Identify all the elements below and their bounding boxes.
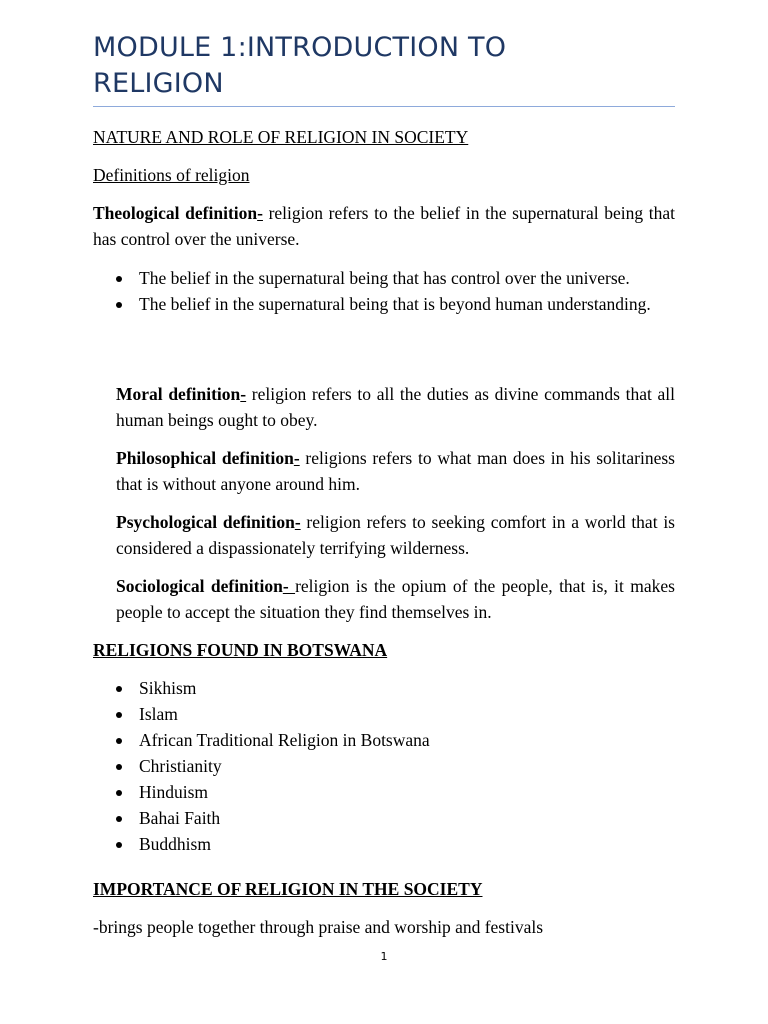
theological-points-list — [93, 265, 675, 317]
module-title-line-2: RELIGION — [93, 68, 224, 99]
list-item — [93, 675, 675, 701]
moral-dash: - — [240, 384, 247, 404]
bullet-icon — [116, 790, 122, 796]
list-item-text: The belief in the supernatural being that is beyond human understanding. — [139, 294, 651, 314]
heading-religions-in-botswana: RELIGIONS FOUND IN BOTSWANA — [93, 640, 388, 660]
theological-text: religion refers to the belief in the supernatural being that has control over the universe. — [93, 203, 675, 249]
list-item — [93, 831, 675, 857]
list-item-text: Sikhism — [139, 678, 197, 698]
sociological-definition-paragraph — [116, 573, 675, 625]
bullet-icon — [116, 842, 122, 848]
sociological-text: religion is the opium of the people, that is, it makes people to accept the situation they find themselves in. — [116, 576, 675, 622]
list-item-text: Bahai Faith — [139, 808, 221, 828]
moral-term: Moral definition — [116, 384, 241, 404]
list-item — [93, 265, 675, 291]
theological-definition-paragraph — [93, 200, 675, 252]
heading-definitions: Definitions of religion — [93, 165, 250, 185]
title-underline-rule — [93, 106, 675, 107]
list-item-text: Islam — [139, 704, 178, 724]
philosophical-definition-paragraph — [116, 445, 675, 497]
module-title — [93, 30, 693, 102]
theological-dash: - — [257, 203, 263, 223]
heading-importance-of-religion: IMPORTANCE OF RELIGION IN THE SOCIETY — [93, 879, 483, 899]
bullet-icon — [116, 276, 122, 282]
sociological-term: Sociological definition — [116, 576, 283, 596]
moral-definition-paragraph — [116, 381, 675, 433]
theological-term: Theological definition — [93, 203, 258, 223]
philosophical-text: religions refers to what man does in his solitariness that is without anyone around him. — [116, 448, 675, 494]
list-item-text: Buddhism — [139, 834, 211, 854]
sociological-dash: - — [282, 576, 296, 596]
psychological-dash: - — [294, 512, 301, 532]
bullet-icon — [116, 764, 122, 770]
list-item — [93, 291, 675, 317]
bullet-icon — [116, 712, 122, 718]
moral-text: religion refers to all the duties as divine commands that all human beings ought to obey. — [116, 384, 676, 430]
list-item — [93, 753, 675, 779]
list-item — [93, 727, 675, 753]
psychological-definition-paragraph — [116, 509, 675, 561]
philosophical-dash: - — [293, 448, 300, 468]
heading-nature-and-role: NATURE AND ROLE OF RELIGION IN SOCIETY — [93, 127, 469, 147]
bullet-icon — [116, 816, 122, 822]
psychological-term: Psychological definition — [116, 512, 295, 532]
page-number: 1 — [380, 950, 388, 963]
bullet-icon — [116, 738, 122, 744]
importance-first-point: -brings people together through praise and worship and festivals — [93, 917, 544, 937]
list-item — [93, 701, 675, 727]
list-item-text: Christianity — [139, 756, 222, 776]
list-item-text: Hinduism — [139, 782, 209, 802]
list-item-text: African Traditional Religion in Botswana — [139, 730, 430, 750]
bullet-icon — [116, 302, 122, 308]
psychological-text: religion refers to seeking comfort in a world that is considered a dispassionately terrifying wilderness. — [116, 512, 675, 558]
list-item-text: The belief in the supernatural being that has control over the universe. — [139, 268, 630, 288]
religions-list — [93, 675, 675, 857]
bullet-icon — [116, 686, 122, 692]
module-title-line-1: MODULE 1:INTRODUCTION TO — [93, 32, 507, 63]
list-item — [93, 805, 675, 831]
philosophical-term: Philosophical definition — [116, 448, 294, 468]
list-item — [93, 779, 675, 805]
